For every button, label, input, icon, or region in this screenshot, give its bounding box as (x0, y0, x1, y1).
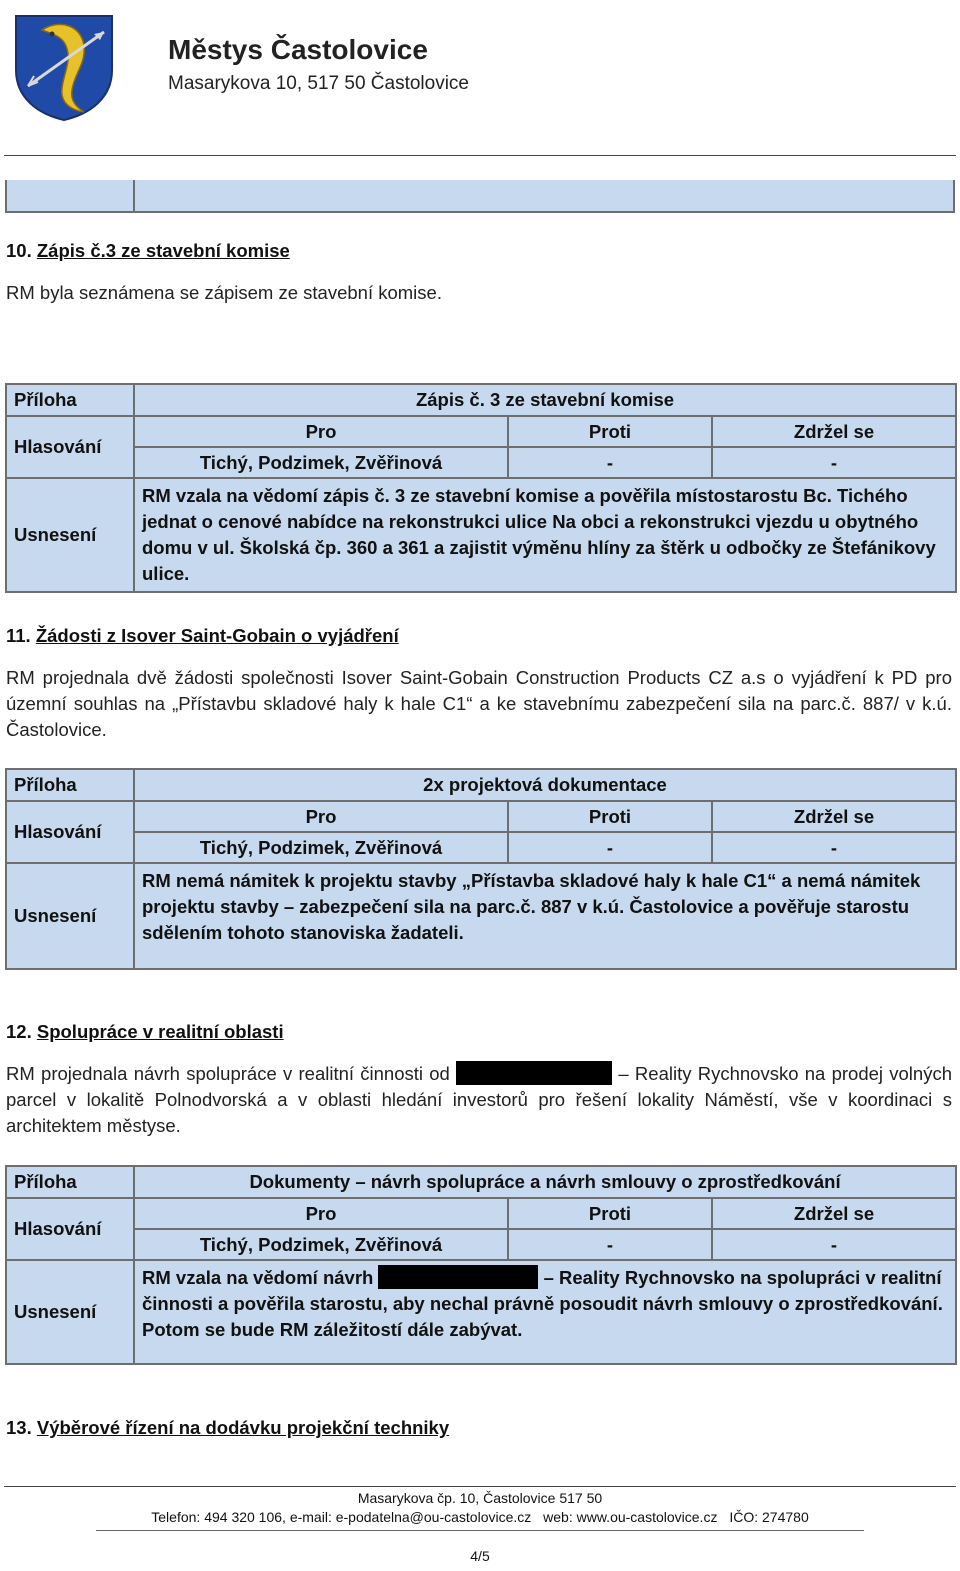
zdrzel-value: - (712, 832, 956, 863)
redaction-bar (378, 1265, 538, 1289)
section-13-title (6, 1417, 449, 1439)
section-13-number: 13. (6, 1417, 32, 1438)
zdrzel-header: Zdržel se (712, 416, 956, 447)
pro-header: Pro (134, 416, 508, 447)
section-12-number: 12. (6, 1021, 32, 1042)
zdrzel-header: Zdržel se (712, 1198, 956, 1229)
usneseni-label: Usnesení (6, 1260, 134, 1364)
header-divider (4, 155, 956, 156)
section-11-title-text: Žádosti z Isover Saint-Gobain o vyjádření (35, 625, 399, 646)
footer-address: Masarykova čp. 10, Častolovice 517 50 (357, 1490, 603, 1506)
footer-contacts (0, 1509, 960, 1525)
section-11-title (6, 625, 399, 647)
pro-header: Pro (134, 801, 508, 832)
fragment-label-cell (6, 180, 134, 212)
section-13-title-text: Výběrové řízení na dodávku projekční techniky (36, 1417, 450, 1438)
section-10-number: 10. (6, 240, 32, 261)
footer-divider-secondary (96, 1530, 864, 1531)
priloha-value: Dokumenty – návrh spolupráce a návrh smlouvy o zprostředkování (134, 1166, 956, 1198)
proti-value: - (508, 1229, 712, 1260)
usneseni-text (134, 1260, 956, 1364)
section-12-paragraph-start: RM projednala návrh spolupráce v realitní činnosti od (6, 1063, 450, 1084)
proti-header: Proti (508, 1198, 712, 1229)
proti-header: Proti (508, 416, 712, 447)
org-address: Masarykova 10, 517 50 Častolovice (168, 73, 469, 94)
pro-value: Tichý, Podzimek, Zvěřinová (134, 832, 508, 863)
continued-table-fragment (5, 180, 955, 213)
section-10-vote-table (5, 383, 957, 593)
usneseni-text-start: RM vzala na vědomí návrh (142, 1267, 374, 1288)
section-10-title (6, 240, 290, 262)
zdrzel-header: Zdržel se (712, 801, 956, 832)
priloha-label: Příloha (6, 1166, 134, 1198)
zdrzel-value: - (712, 1229, 956, 1260)
section-12-title-text: Spolupráce v realitní oblasti (36, 1021, 284, 1042)
section-12-title (6, 1021, 284, 1043)
fragment-value-cell (134, 180, 954, 212)
section-11-vote-table (5, 768, 957, 970)
priloha-value: 2x projektová dokumentace (134, 769, 956, 801)
org-name: Městys Častolovice (168, 34, 428, 65)
hlasovani-label: Hlasování (6, 801, 134, 863)
zdrzel-value: - (712, 447, 956, 478)
section-11-paragraph: RM projednala dvě žádosti společnosti Isover Saint-Gobain Construction Products CZ a.s o vyjádření k PD pro územní souhlas na „Přístavbu skladové haly k hale C1“ a ke stavebnímu zabezpečení sila na parc.č. 887/ v k.ú. Častolovice. (6, 667, 952, 740)
pro-header: Pro (134, 1198, 508, 1229)
usneseni-text-end: – Reality Rychnovsko na spolupráci v realitní činnosti a pověřila starostu, aby nechal právně posoudit návrh smlouvy o zprostředkování. Potom se bude RM záležitostí dále zabývat. (142, 1267, 943, 1340)
footer-phone-email: Telefon: 494 320 106, e-mail: e-podatelna@ou-castolovice.cz (151, 1509, 532, 1525)
section-11-number: 11. (6, 625, 31, 646)
section-12-paragraph (6, 1061, 952, 1139)
section-12-paragraph-end: – Reality Rychnovsko na prodej volných parcel v lokalitě Polnodvorská a v oblasti hledání investorů pro řešení lokality Náměstí, vše v koordinaci s architektem městyse. (6, 1063, 952, 1136)
section-12-vote-table (5, 1165, 957, 1365)
usneseni-label: Usnesení (6, 863, 134, 969)
usneseni-label: Usnesení (6, 478, 134, 592)
proti-value: - (508, 447, 712, 478)
priloha-label: Příloha (6, 384, 134, 416)
proti-header: Proti (508, 801, 712, 832)
section-10-paragraph: RM byla seznámena se zápisem ze stavební komise. (6, 282, 442, 303)
redaction-bar (456, 1061, 612, 1085)
page-number: 4/5 (470, 1548, 490, 1564)
hlasovani-label: Hlasování (6, 416, 134, 478)
footer-ico: IČO: 274780 (729, 1509, 809, 1525)
priloha-value: Zápis č. 3 ze stavební komise (134, 384, 956, 416)
footer-divider (4, 1486, 956, 1487)
pro-value: Tichý, Podzimek, Zvěřinová (134, 447, 508, 478)
footer-web: web: www.ou-castolovice.cz (543, 1509, 718, 1525)
priloha-label: Příloha (6, 769, 134, 801)
usneseni-text: RM vzala na vědomí zápis č. 3 ze stavební komise a pověřila místostarostu Bc. Tichého jednat o cenové nabídce na rekonstrukci ulice Na obci a rekonstrukci vjezdu u obytného domu v ul. Školská čp. 360 a 361 a zajistit výměnu hlíny za štěrk u odbočky ze Štefánikovy ulice. (134, 478, 956, 592)
section-10-title-text: Zápis č.3 ze stavební komise (36, 240, 290, 261)
usneseni-text: RM nemá námitek k projektu stavby „Přístavba skladové haly k hale C1“ a nemá námitek projektu stavby – zabezpečení sila na parc.č. 887 v k.ú. Častolovice a pověřuje starostu sdělením tohoto stanoviska žadateli. (134, 863, 956, 969)
pro-value: Tichý, Podzimek, Zvěřinová (134, 1229, 508, 1260)
municipal-crest-logo (12, 12, 116, 122)
proti-value: - (508, 832, 712, 863)
hlasovani-label: Hlasování (6, 1198, 134, 1260)
